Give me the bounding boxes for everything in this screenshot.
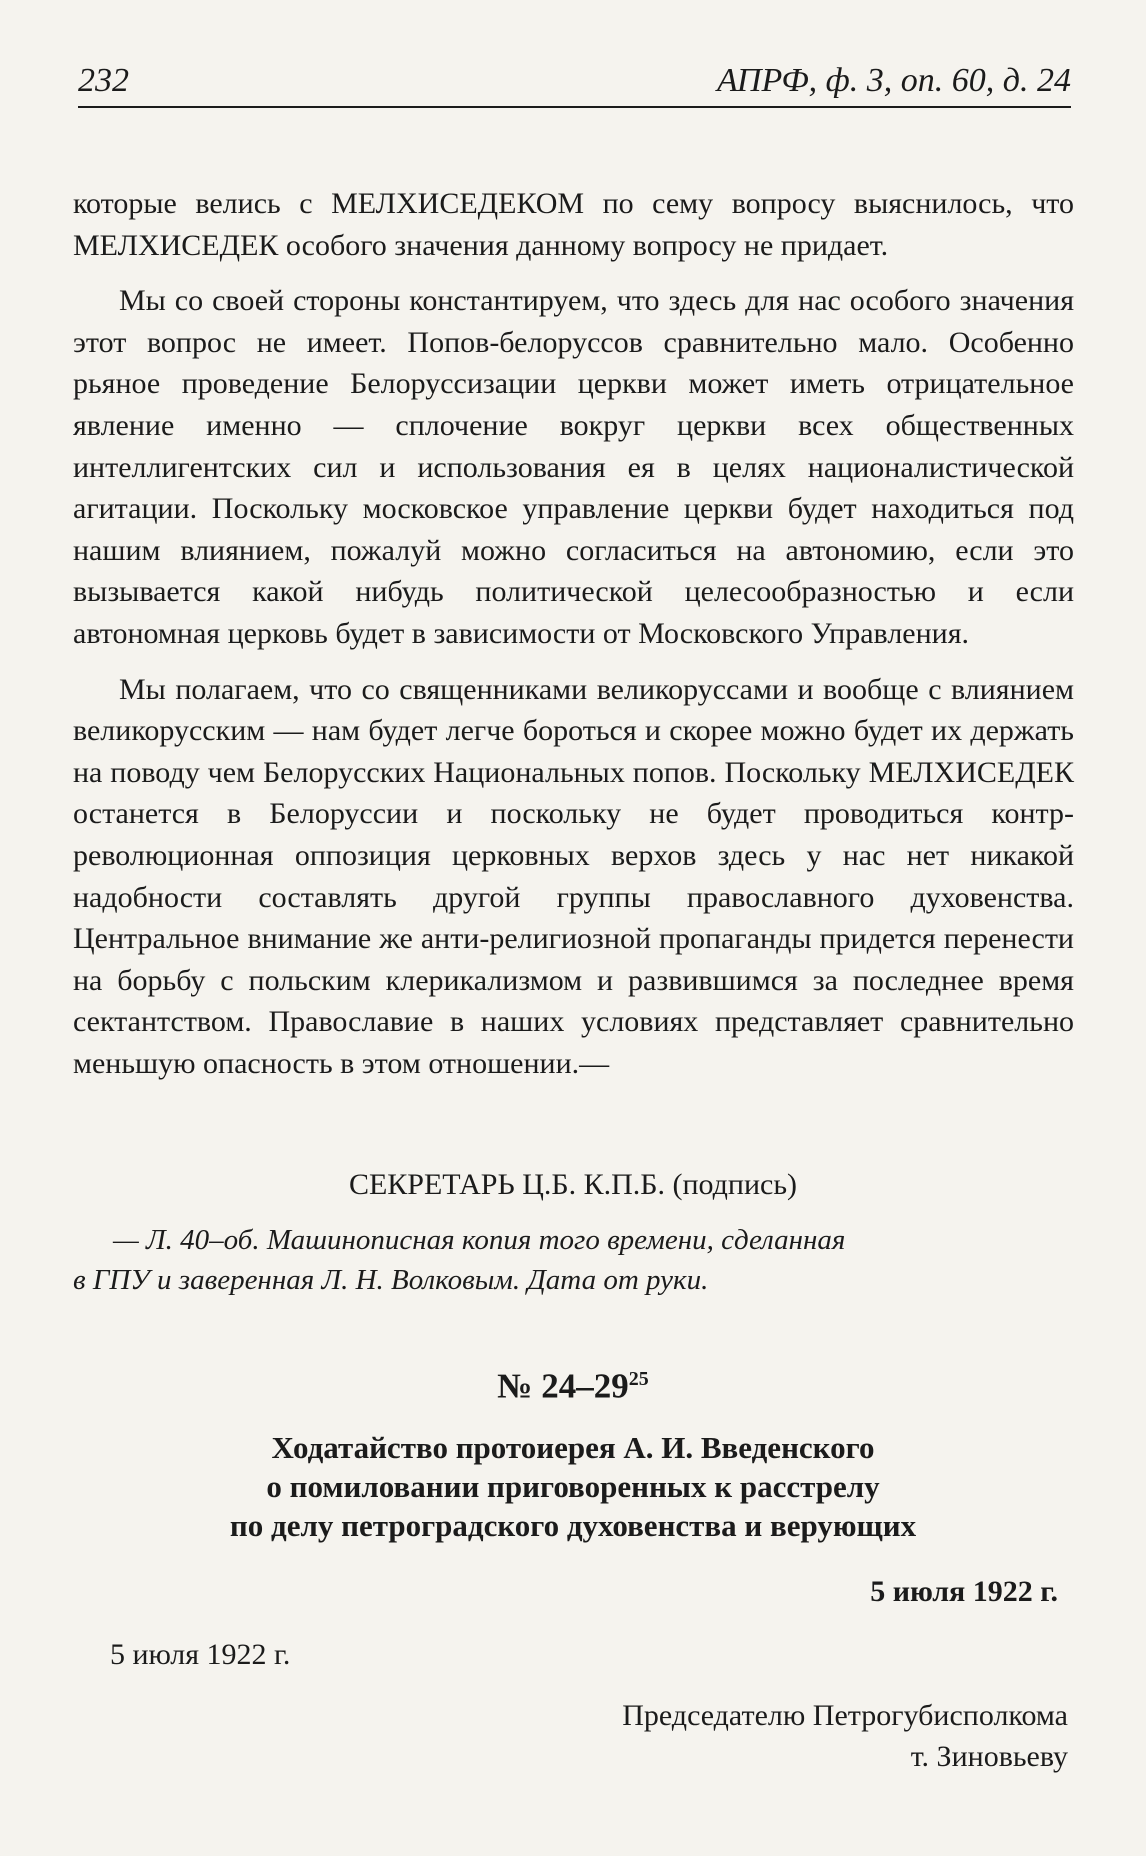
page-number: 232 (78, 62, 129, 99)
document-title (0, 1428, 1146, 1545)
footnote-mark: 25 (628, 1368, 649, 1390)
addressee-line-1: Председателю Петрогубисполкома (622, 1699, 1068, 1732)
paragraph-2: Мы со своей стороны константируем, что здесь для нас особого значения этот вопрос не имеет. Попов-белоруссов сравнительно мало. Особенно рьяное проведение Белоруссизации церкви может иметь отрицательное явление именно — сплочение вокруг церкви всех общественных интеллигентских сил и использования ея в целях националистической агитации. Поскольку московское управление церкви будет находиться под нашим влиянием, пожалуй можно согласиться на автономию, если это вызывается какой нибудь политической целесообразностью и если автономная церковь будет в зависимости от Московского Управления. (73, 284, 1074, 650)
document-title-line-3: по делу петроградского духовенства и верующих (229, 1508, 917, 1543)
document-title-line-2: о помиловании приговоренных к расстрелу (266, 1469, 880, 1504)
source-note-line-2: в ГПУ и заверенная Л. Н. Волковым. Дата от руки. (73, 1264, 709, 1296)
document-number-text: № 24–29 (497, 1366, 629, 1406)
addressee (622, 1695, 1068, 1777)
document-date-bold: 5 июля 1922 г. (870, 1575, 1058, 1608)
signature-line: СЕКРЕТАРЬ Ц.Б. К.П.Б. (подпись) (348, 1168, 798, 1201)
letter-date: 5 июля 1922 г. (110, 1638, 291, 1671)
source-note (73, 1220, 1074, 1300)
archive-reference: АПРФ, ф. 3, оп. 60, д. 24 (716, 62, 1071, 99)
document-number (0, 1357, 1146, 1409)
running-header (78, 62, 1071, 108)
letter-body (73, 183, 1074, 1084)
source-note-line-1: — Л. 40–об. Машинописная копия того времени, сделанная (113, 1224, 846, 1256)
paragraph-1: которые велись с МЕЛХИСЕДЕКОМ по сему вопросу выяснилось, что МЕЛХИСЕДЕК особого значения данному вопросу не придает. (73, 187, 1074, 262)
addressee-line-2: т. Зиновьеву (910, 1740, 1068, 1773)
paragraph-3: Мы полагаем, что со священниками великоруссами и вообще с влиянием великорусским — нам будет легче бороться и скорее можно будет их держать на поводу чем Белорусских Национальных попов. Поскольку МЕЛХИСЕДЕК останется в Белоруссии и поскольку не будет проводиться контр-революционная оппозиция церковных верхов здесь у нас нет никакой надобности составлять другой группы православного духовенства. Центральное внимание же анти-религиозной пропаганды придется перенести на борьбу с польским клерикализмом и развившимся за последнее время сектантством. Православие в наших условиях представляет сравнительно меньшую опасность в этом отношении.— (73, 672, 1074, 1080)
document-title-line-1: Ходатайство протоиерея А. И. Введенского (271, 1430, 875, 1465)
